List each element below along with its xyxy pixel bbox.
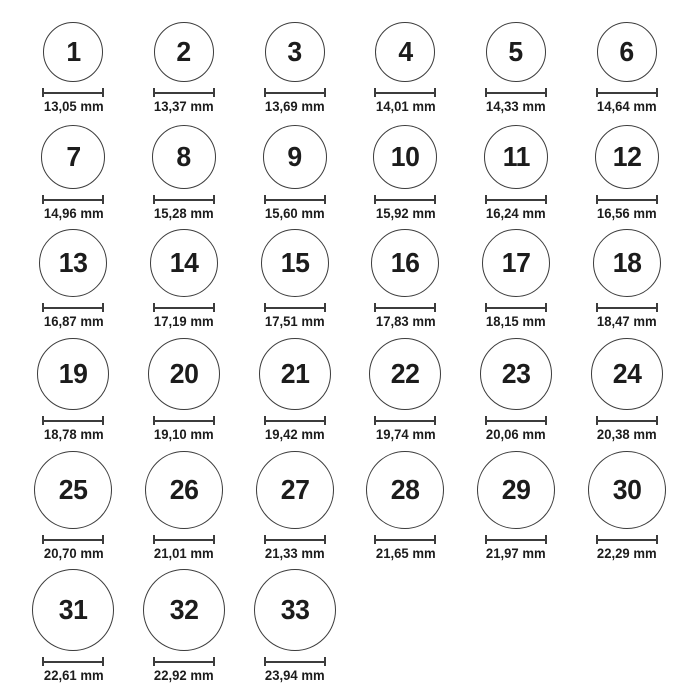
ring-circle bbox=[375, 22, 435, 82]
ring-size-cell bbox=[18, 22, 129, 114]
ring-circle bbox=[591, 338, 663, 410]
measure-bracket bbox=[264, 195, 326, 204]
ring-circle bbox=[254, 569, 336, 651]
ring-size-cell bbox=[129, 229, 240, 329]
ring-size-row bbox=[18, 125, 682, 221]
bracket-line bbox=[42, 420, 104, 422]
ring-circle bbox=[256, 451, 334, 529]
bracket-right-tick bbox=[434, 303, 436, 312]
ring-circle bbox=[145, 451, 223, 529]
measure-bracket bbox=[42, 303, 104, 312]
bracket-right-tick bbox=[656, 416, 658, 425]
diameter-label: 17,19 mm bbox=[154, 314, 214, 329]
ring-circle bbox=[34, 451, 112, 529]
ring-circle bbox=[597, 22, 657, 82]
ring-size-cell bbox=[350, 338, 461, 442]
ring-size-row bbox=[18, 451, 682, 561]
bracket-right-tick bbox=[213, 535, 215, 544]
ring-size-cell bbox=[461, 125, 572, 221]
ring-size-number: 19 bbox=[59, 358, 88, 389]
ring-size-number: 10 bbox=[391, 141, 420, 172]
bracket-line bbox=[485, 539, 547, 541]
bracket-right-tick bbox=[656, 303, 658, 312]
bracket-right-tick bbox=[213, 303, 215, 312]
measure-bracket bbox=[153, 88, 215, 97]
diameter-label: 14,96 mm bbox=[43, 206, 104, 221]
diameter-label: 21,97 mm bbox=[486, 546, 546, 561]
ring-circle bbox=[371, 229, 439, 297]
bracket-right-tick bbox=[545, 88, 547, 97]
bracket-right-tick bbox=[434, 416, 436, 425]
ring-circle bbox=[150, 229, 218, 297]
measure-bracket bbox=[596, 303, 658, 312]
measure-bracket bbox=[153, 195, 215, 204]
ring-circle bbox=[480, 338, 552, 410]
diameter-label: 20,70 mm bbox=[43, 546, 104, 561]
diameter-label: 19,10 mm bbox=[154, 427, 214, 442]
ring-circle bbox=[261, 229, 329, 297]
ring-size-number: 13 bbox=[59, 247, 88, 278]
ring-circle bbox=[369, 338, 441, 410]
diameter-label: 18,47 mm bbox=[596, 314, 657, 329]
ring-size-number: 22 bbox=[391, 358, 420, 389]
ring-size-number: 8 bbox=[176, 141, 192, 172]
bracket-line bbox=[153, 661, 215, 663]
ring-size-cell bbox=[350, 451, 461, 561]
bracket-right-tick bbox=[102, 535, 104, 544]
ring-size-cell bbox=[239, 22, 350, 114]
bracket-right-tick bbox=[324, 88, 326, 97]
ring-size-number: 4 bbox=[398, 36, 413, 67]
ring-size-cell bbox=[18, 569, 129, 683]
ring-size-number: 6 bbox=[619, 36, 634, 67]
ring-size-cell bbox=[350, 125, 461, 221]
ring-size-number: 29 bbox=[501, 474, 531, 505]
bracket-line bbox=[42, 307, 104, 309]
bracket-line bbox=[264, 539, 326, 541]
measure-bracket bbox=[42, 195, 104, 204]
ring-size-row bbox=[18, 338, 682, 442]
bracket-right-tick bbox=[656, 535, 658, 544]
ring-circle bbox=[41, 125, 105, 189]
ring-size-number: 7 bbox=[66, 141, 81, 172]
measure-bracket bbox=[264, 303, 326, 312]
measure-bracket bbox=[596, 535, 658, 544]
ring-size-cell bbox=[129, 22, 240, 114]
ring-size-number: 3 bbox=[287, 36, 302, 67]
ring-size-cell bbox=[239, 338, 350, 442]
ring-circle bbox=[152, 125, 216, 189]
diameter-label: 15,28 mm bbox=[154, 206, 214, 221]
bracket-line bbox=[485, 420, 547, 422]
ring-circle bbox=[477, 451, 555, 529]
ring-size-number: 27 bbox=[280, 474, 309, 505]
ring-size-cell bbox=[239, 569, 350, 683]
measure-bracket bbox=[596, 88, 658, 97]
bracket-right-tick bbox=[102, 195, 104, 204]
bracket-line bbox=[485, 92, 547, 94]
measure-bracket bbox=[374, 416, 436, 425]
bracket-line bbox=[42, 92, 104, 94]
ring-size-number: 12 bbox=[612, 141, 642, 172]
ring-size-number: 16 bbox=[391, 247, 420, 278]
ring-size-cell bbox=[129, 125, 240, 221]
measure-bracket bbox=[264, 88, 326, 97]
measure-bracket bbox=[42, 88, 104, 97]
bracket-line bbox=[153, 539, 215, 541]
ring-circle bbox=[484, 125, 548, 189]
bracket-right-tick bbox=[656, 195, 658, 204]
ring-circle bbox=[265, 22, 325, 82]
bracket-right-tick bbox=[545, 195, 547, 204]
diameter-label: 21,33 mm bbox=[264, 546, 325, 561]
ring-size-number: 21 bbox=[280, 358, 309, 389]
diameter-label: 20,06 mm bbox=[486, 427, 546, 442]
bracket-right-tick bbox=[102, 657, 104, 666]
ring-size-cell bbox=[129, 569, 240, 683]
ring-size-number: 30 bbox=[612, 474, 642, 505]
measure-bracket bbox=[374, 303, 436, 312]
diameter-label: 23,94 mm bbox=[264, 668, 325, 683]
bracket-right-tick bbox=[545, 303, 547, 312]
diameter-label: 20,38 mm bbox=[596, 427, 657, 442]
diameter-label: 15,60 mm bbox=[264, 206, 325, 221]
bracket-right-tick bbox=[434, 88, 436, 97]
bracket-line bbox=[374, 307, 436, 309]
ring-size-number: 18 bbox=[612, 247, 642, 278]
diameter-label: 16,87 mm bbox=[43, 314, 104, 329]
ring-size-cell bbox=[239, 125, 350, 221]
ring-size-number: 2 bbox=[176, 36, 192, 67]
diameter-label: 21,65 mm bbox=[375, 546, 436, 561]
diameter-label: 19,42 mm bbox=[264, 427, 325, 442]
measure-bracket bbox=[374, 88, 436, 97]
ring-size-number: 14 bbox=[169, 247, 199, 278]
diameter-label: 14,33 mm bbox=[486, 99, 546, 114]
ring-size-number: 25 bbox=[59, 474, 88, 505]
diameter-label: 14,01 mm bbox=[375, 99, 436, 114]
diameter-label: 22,61 mm bbox=[43, 668, 104, 683]
ring-circle bbox=[482, 229, 550, 297]
bracket-line bbox=[485, 307, 547, 309]
bracket-right-tick bbox=[324, 195, 326, 204]
bracket-line bbox=[596, 307, 658, 309]
ring-circle bbox=[366, 451, 444, 529]
ring-size-number: 31 bbox=[59, 594, 88, 625]
bracket-line bbox=[153, 307, 215, 309]
ring-circle bbox=[143, 569, 225, 651]
measure-bracket bbox=[264, 535, 326, 544]
ring-size-cell bbox=[461, 451, 572, 561]
diameter-label: 13,05 mm bbox=[43, 99, 104, 114]
bracket-line bbox=[264, 307, 326, 309]
bracket-right-tick bbox=[213, 195, 215, 204]
ring-size-row bbox=[18, 22, 682, 114]
bracket-right-tick bbox=[434, 535, 436, 544]
diameter-label: 18,15 mm bbox=[486, 314, 546, 329]
ring-circle bbox=[154, 22, 214, 82]
bracket-line bbox=[153, 420, 215, 422]
measure-bracket bbox=[485, 535, 547, 544]
bracket-line bbox=[374, 92, 436, 94]
ring-circle bbox=[588, 451, 666, 529]
ring-size-row bbox=[18, 569, 682, 683]
ring-size-cell bbox=[18, 338, 129, 442]
ring-circle bbox=[263, 125, 327, 189]
measure-bracket bbox=[42, 535, 104, 544]
ring-circle bbox=[595, 125, 659, 189]
measure-bracket bbox=[485, 303, 547, 312]
bracket-line bbox=[153, 199, 215, 201]
diameter-label: 14,64 mm bbox=[596, 99, 657, 114]
ring-size-cell bbox=[571, 338, 682, 442]
ring-size-number: 5 bbox=[508, 36, 524, 67]
diameter-label: 22,92 mm bbox=[154, 668, 214, 683]
bracket-line bbox=[264, 199, 326, 201]
diameter-label: 21,01 mm bbox=[154, 546, 214, 561]
ring-size-number: 28 bbox=[391, 474, 420, 505]
ring-size-number: 11 bbox=[502, 141, 530, 172]
measure-bracket bbox=[42, 657, 104, 666]
measure-bracket bbox=[596, 416, 658, 425]
ring-size-number: 1 bbox=[66, 36, 81, 67]
bracket-right-tick bbox=[102, 88, 104, 97]
bracket-line bbox=[374, 539, 436, 541]
measure-bracket bbox=[153, 657, 215, 666]
ring-size-row bbox=[18, 229, 682, 329]
bracket-right-tick bbox=[324, 416, 326, 425]
bracket-line bbox=[374, 420, 436, 422]
diameter-label: 13,37 mm bbox=[154, 99, 214, 114]
ring-circle bbox=[593, 229, 661, 297]
ring-size-number: 24 bbox=[612, 358, 642, 389]
bracket-line bbox=[42, 539, 104, 541]
ring-size-cell bbox=[571, 229, 682, 329]
ring-circle bbox=[486, 22, 546, 82]
bracket-line bbox=[264, 661, 326, 663]
bracket-right-tick bbox=[213, 416, 215, 425]
bracket-right-tick bbox=[545, 535, 547, 544]
ring-circle bbox=[373, 125, 437, 189]
diameter-label: 19,74 mm bbox=[375, 427, 436, 442]
measure-bracket bbox=[264, 657, 326, 666]
ring-size-cell bbox=[571, 451, 682, 561]
bracket-line bbox=[264, 420, 326, 422]
bracket-line bbox=[596, 199, 658, 201]
diameter-label: 17,51 mm bbox=[264, 314, 325, 329]
bracket-line bbox=[153, 92, 215, 94]
bracket-line bbox=[42, 199, 104, 201]
ring-circle bbox=[39, 229, 107, 297]
measure-bracket bbox=[374, 195, 436, 204]
ring-size-number: 17 bbox=[501, 247, 531, 278]
bracket-right-tick bbox=[545, 416, 547, 425]
bracket-right-tick bbox=[434, 195, 436, 204]
measure-bracket bbox=[374, 535, 436, 544]
measure-bracket bbox=[596, 195, 658, 204]
ring-size-cell bbox=[18, 229, 129, 329]
diameter-label: 15,92 mm bbox=[375, 206, 436, 221]
diameter-label: 16,24 mm bbox=[486, 206, 546, 221]
ring-size-cell bbox=[129, 338, 240, 442]
ring-size-number: 20 bbox=[169, 358, 199, 389]
bracket-line bbox=[485, 199, 547, 201]
measure-bracket bbox=[153, 535, 215, 544]
measure-bracket bbox=[42, 416, 104, 425]
ring-size-number: 33 bbox=[280, 594, 310, 625]
bracket-line bbox=[264, 92, 326, 94]
ring-circle bbox=[148, 338, 220, 410]
ring-size-number: 15 bbox=[280, 247, 309, 278]
bracket-right-tick bbox=[102, 416, 104, 425]
bracket-right-tick bbox=[213, 657, 215, 666]
ring-size-cell bbox=[571, 22, 682, 114]
bracket-right-tick bbox=[324, 303, 326, 312]
bracket-right-tick bbox=[324, 657, 326, 666]
ring-circle bbox=[37, 338, 109, 410]
ring-size-cell bbox=[350, 22, 461, 114]
measure-bracket bbox=[153, 303, 215, 312]
ring-size-cell bbox=[129, 451, 240, 561]
ring-size-cell bbox=[461, 338, 572, 442]
ring-size-number: 23 bbox=[501, 358, 531, 389]
diameter-label: 17,83 mm bbox=[375, 314, 436, 329]
measure-bracket bbox=[153, 416, 215, 425]
ring-size-cell bbox=[571, 125, 682, 221]
bracket-line bbox=[374, 199, 436, 201]
diameter-label: 13,69 mm bbox=[264, 99, 325, 114]
bracket-line bbox=[596, 539, 658, 541]
ring-circle bbox=[43, 22, 103, 82]
bracket-line bbox=[596, 92, 658, 94]
diameter-label: 18,78 mm bbox=[43, 427, 104, 442]
ring-circle bbox=[32, 569, 114, 651]
bracket-right-tick bbox=[656, 88, 658, 97]
ring-size-cell bbox=[461, 229, 572, 329]
ring-size-number: 9 bbox=[287, 141, 302, 172]
diameter-label: 16,56 mm bbox=[596, 206, 657, 221]
bracket-line bbox=[42, 661, 104, 663]
ring-size-cell bbox=[461, 22, 572, 114]
bracket-line bbox=[596, 420, 658, 422]
ring-circle bbox=[259, 338, 331, 410]
ring-size-cell bbox=[350, 229, 461, 329]
bracket-right-tick bbox=[213, 88, 215, 97]
bracket-right-tick bbox=[324, 535, 326, 544]
measure-bracket bbox=[264, 416, 326, 425]
measure-bracket bbox=[485, 416, 547, 425]
measure-bracket bbox=[485, 88, 547, 97]
ring-size-cell bbox=[239, 229, 350, 329]
measure-bracket bbox=[485, 195, 547, 204]
ring-size-number: 26 bbox=[169, 474, 199, 505]
ring-size-cell bbox=[18, 125, 129, 221]
ring-size-number: 32 bbox=[169, 594, 199, 625]
ring-size-cell bbox=[18, 451, 129, 561]
ring-size-cell bbox=[239, 451, 350, 561]
diameter-label: 22,29 mm bbox=[596, 546, 657, 561]
bracket-right-tick bbox=[102, 303, 104, 312]
